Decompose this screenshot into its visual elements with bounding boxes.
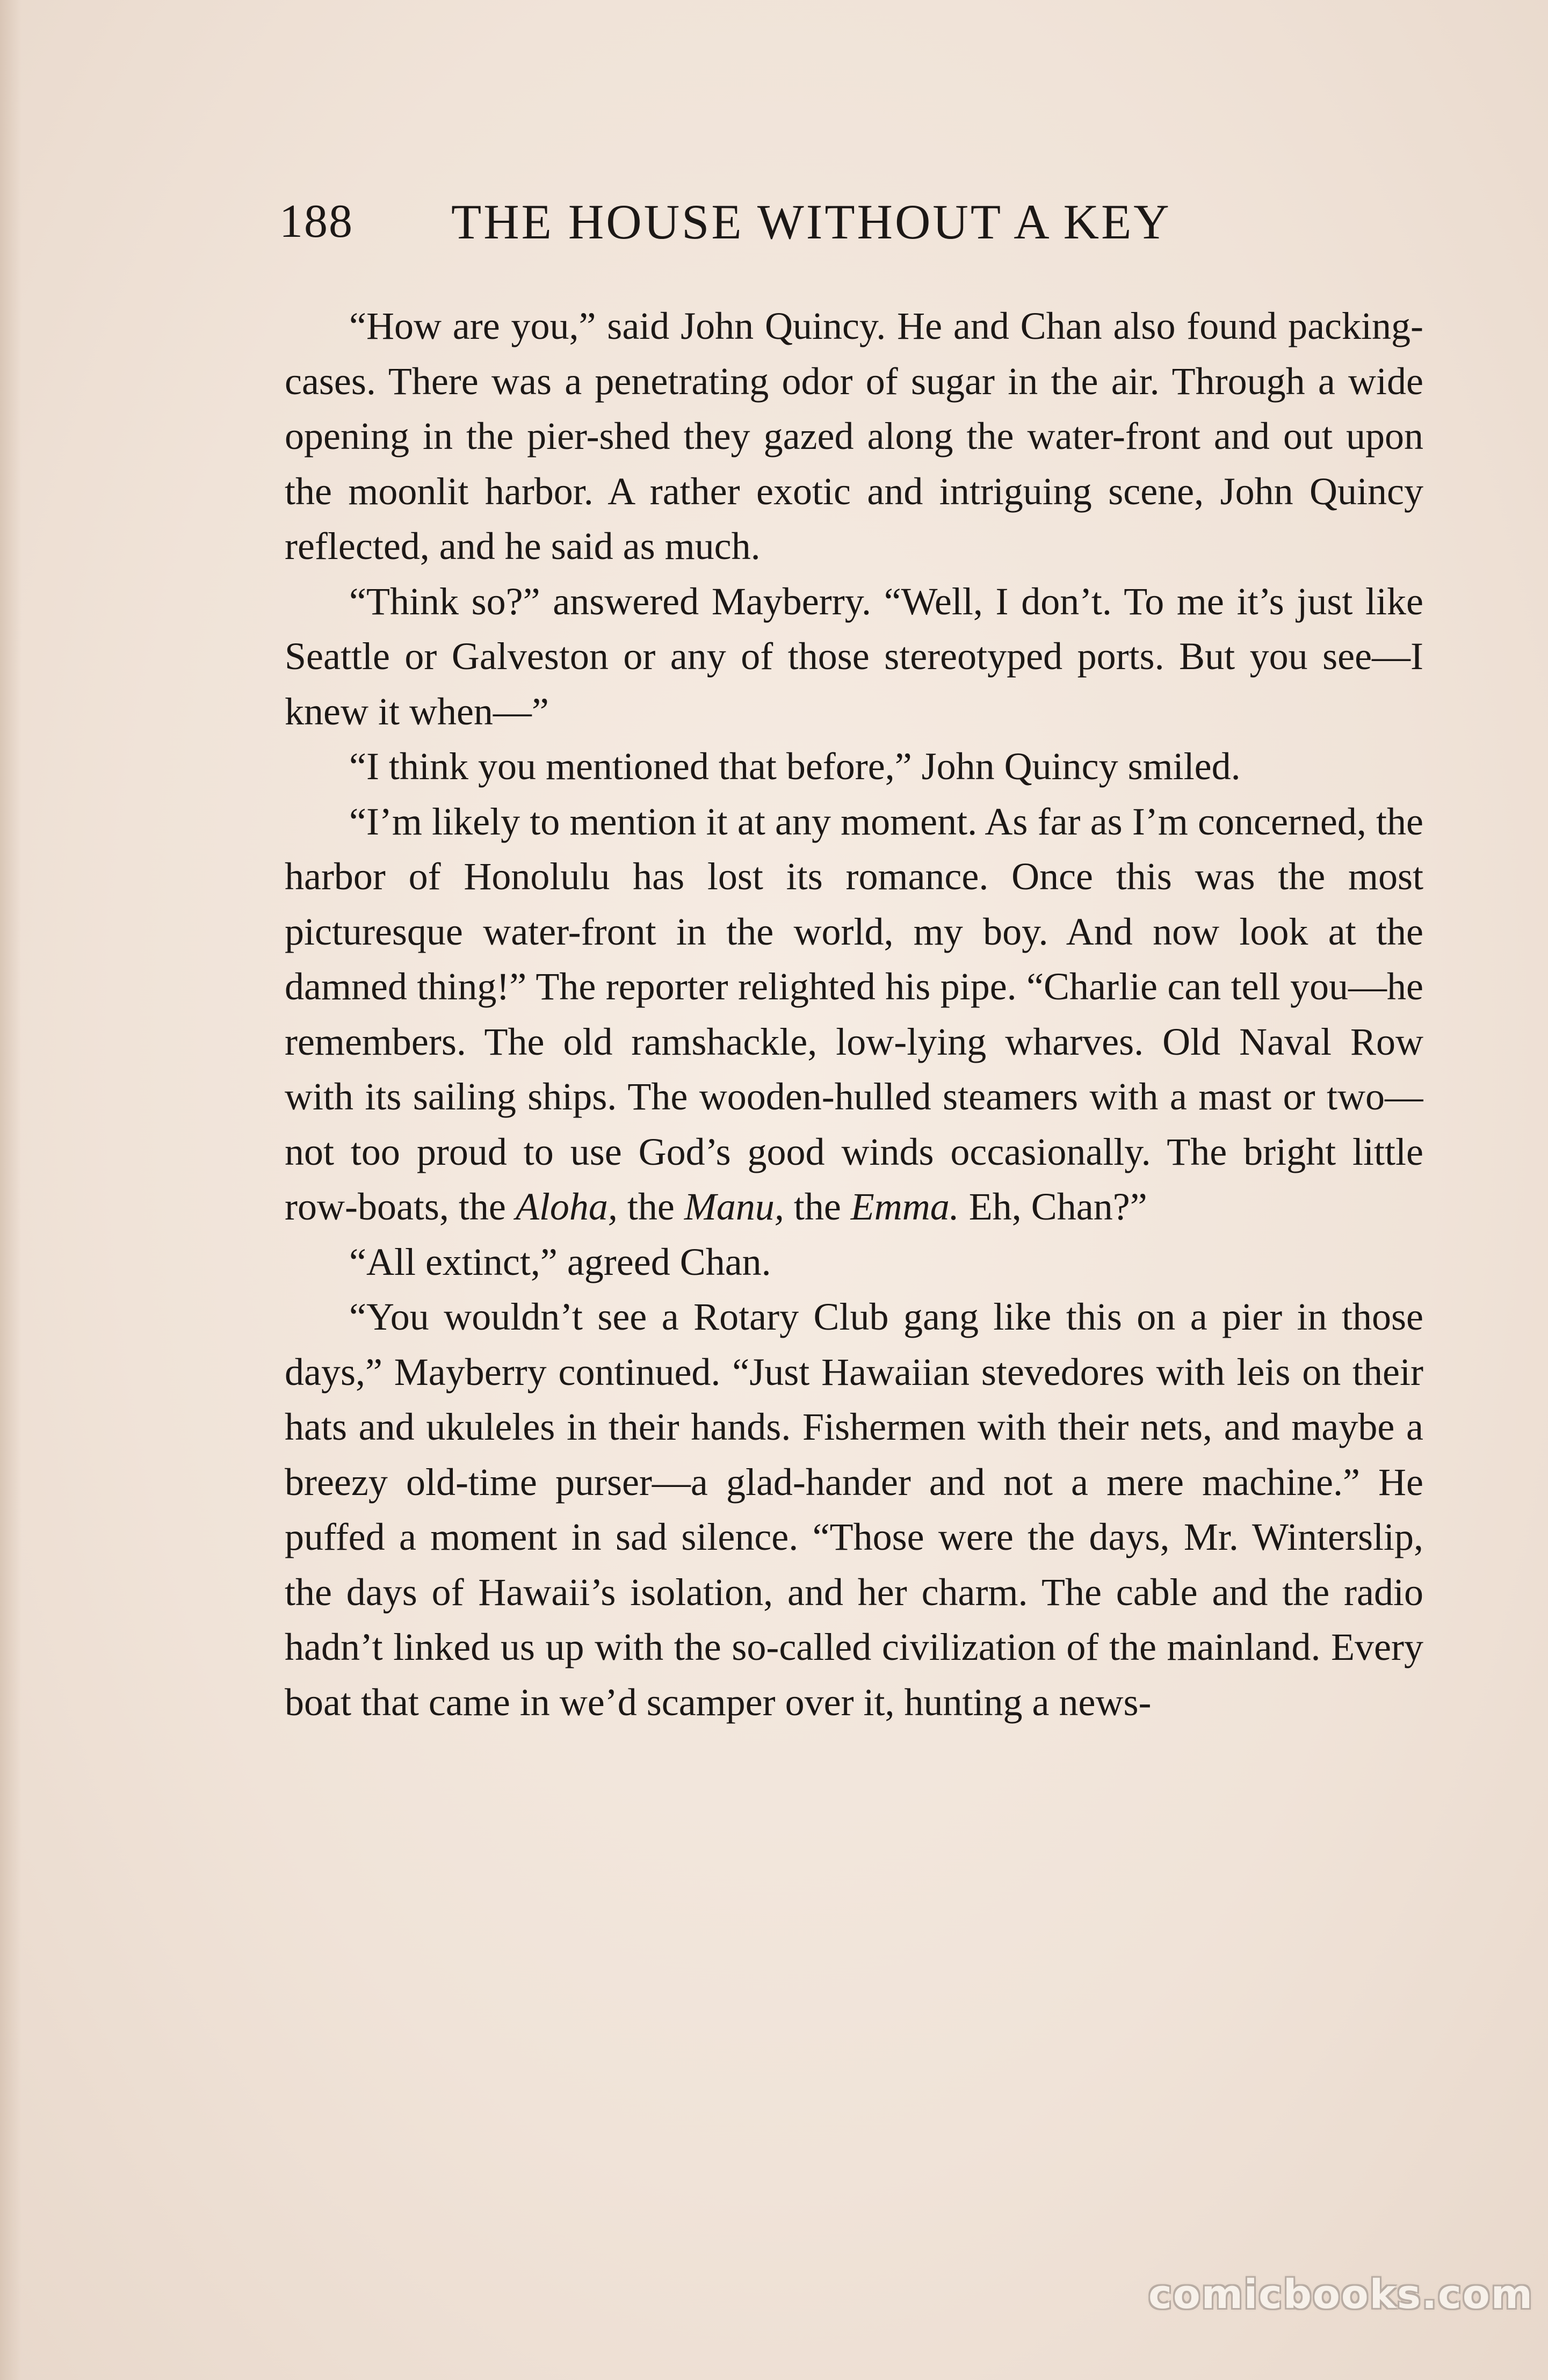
italic-text: Aloha, — [515, 1185, 618, 1228]
text-run: the — [784, 1185, 851, 1228]
text-run: Eh, Chan?” — [959, 1185, 1147, 1228]
text-run: “Think so?” answered Mayberry. “Well, I don’t. To me it’s just like Seattle or Galveston or any of those stereotyped ports. But you see—I knew it when—” — [285, 579, 1423, 733]
paragraph — [285, 299, 1423, 574]
paragraph — [285, 794, 1423, 1235]
running-title: THE HOUSE WITHOUT A KEY — [451, 194, 1171, 249]
paragraph — [285, 739, 1423, 794]
paragraph — [285, 1235, 1423, 1290]
text-run: “I think you mentioned that before,” John Quincy smiled. — [349, 745, 1241, 788]
page-edge-shadow — [0, 0, 21, 2380]
text-run: “All extinct,” agreed Chan. — [349, 1240, 771, 1283]
body-text — [285, 299, 1423, 2135]
text-run: “You wouldn’t see a Rotary Club gang like this on a pier in those days,” Mayberry continued. “Just Hawaiian stevedores with leis on their hats and ukuleles in their hands. Fishermen with their nets, and maybe a breezy old-time purser—a glad-hander and not a mere machine.” He puffed a moment in sad silence. “Those were the days, Mr. Winterslip, the days of Hawaii’s isolation, and her charm. The cable and the radio hadn’t linked us up with the so-called civilization of the mainland. Every boat that came in we’d scamper over it, hunting a news- — [285, 1295, 1423, 1724]
text-run: the — [617, 1185, 684, 1228]
italic-text: Emma. — [850, 1185, 959, 1228]
italic-text: Manu, — [684, 1185, 784, 1228]
text-run: “I’m likely to mention it at any moment. As far as I’m concerned, the harbor of Honolulu has lost its romance. Once this was the most picturesque water-front in the world, my boy. And now look at the damned thing!” The reporter relighted his pipe. “Charlie can tell you—he remembers. The old ramshackle, low-lying wharves. Old Naval Row with its sailing ships. The wooden-hulled steamers with a mast or two—not too proud to use God’s good winds occasionally. The bright little row-boats, the — [285, 800, 1423, 1228]
page-number: 188 — [279, 195, 353, 248]
paragraph — [285, 1289, 1423, 1730]
page-header — [279, 189, 1429, 253]
text-run: “How are you,” said John Quincy. He and Chan also found packing-cases. There was a penetrating odor of sugar in the air. Through a wide opening in the pier-shed they gazed along the water-front and out upon the moonlit harbor. A rather exotic and intriguing scene, John Quincy reflected, and he said as much. — [285, 304, 1423, 568]
watermark: comicbooks.com — [1148, 2272, 1533, 2318]
paragraph — [285, 574, 1423, 739]
